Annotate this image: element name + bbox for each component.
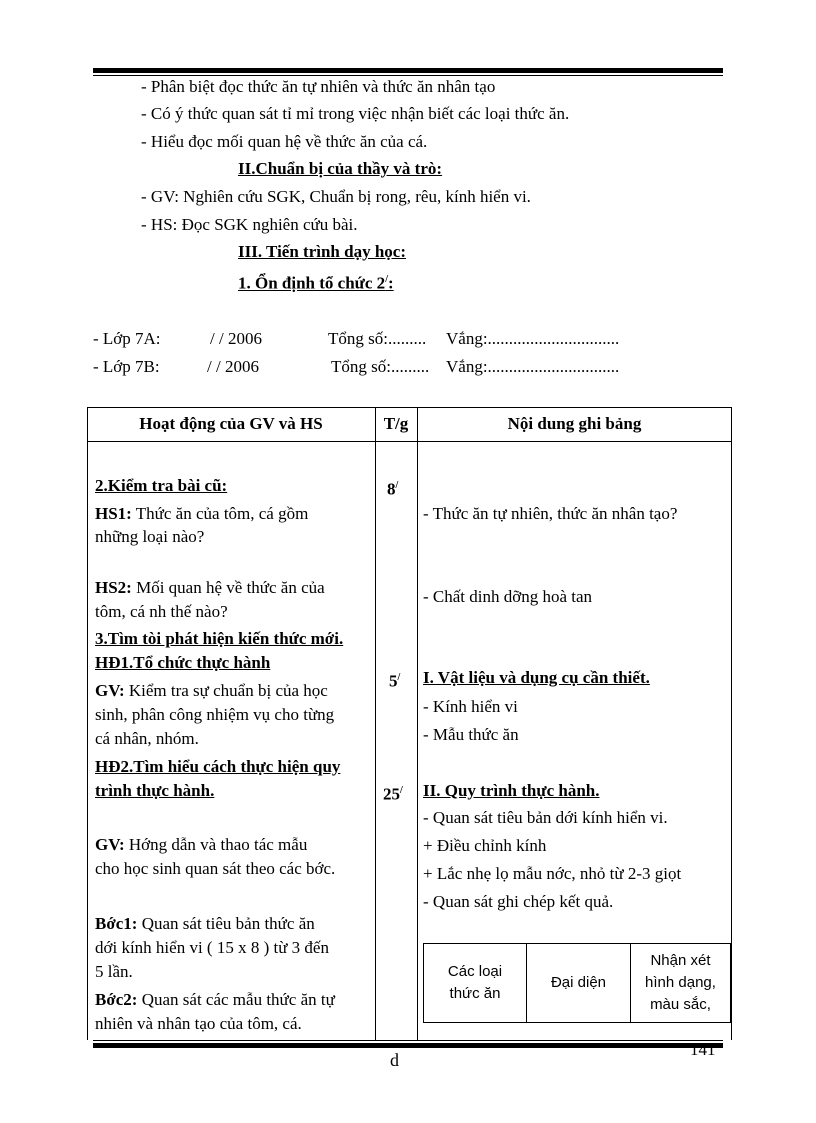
answer-1: - Thức ăn tự nhiên, thức ăn nhân tạo?	[423, 504, 678, 523]
step-1-line1	[95, 912, 315, 936]
remark-line-3: màu sắc,	[650, 996, 711, 1013]
table-divider-1	[375, 407, 376, 1040]
table-header-rule	[87, 441, 732, 442]
objective-line-2: - Có ý thức quan sát tỉ mỉ trong việc nhận biết các loại thức ăn.	[141, 104, 570, 123]
time-review-value: 8	[387, 479, 396, 499]
gv1-text-line3: cá nhân, nhóm.	[95, 729, 199, 748]
results-header-types-text	[448, 961, 502, 1005]
footer-rule-thin	[93, 1040, 723, 1041]
procedure-step-4: - Quan sát ghi chép kết quả.	[423, 892, 614, 911]
material-sample: - Mẫu thức ăn	[423, 725, 519, 744]
organization-heading-text: 1. Ổn định tổ chức 2	[238, 273, 386, 293]
procedure-heading: II. Quy trình thực hành.	[423, 781, 600, 800]
gv2-text-line1	[95, 833, 307, 857]
gv1-text: Kiểm tra sự chuẩn bị của học	[124, 681, 328, 700]
time-activity-1	[389, 666, 400, 694]
header-time: T/g	[383, 414, 409, 433]
footer-mark: d	[390, 1050, 399, 1070]
material-microscope: - Kính hiển vi	[423, 697, 518, 716]
class-7b-label: - Lớp 7B:	[93, 357, 160, 376]
page-number: 141	[690, 1040, 716, 1059]
teacher-preparation: - GV: Nghiên cứu SGK, Chuẩn bị rong, rêu, kính hiển vi.	[141, 187, 531, 206]
time-activity-2-mark: /	[400, 785, 403, 796]
results-header-remark-text	[645, 950, 716, 1016]
results-header-remark	[631, 944, 730, 1022]
objective-line-1: - Phân biệt đọc thức ăn tự nhiên và thức ăn nhân tạo	[141, 77, 496, 96]
class-7a-label: - Lớp 7A:	[93, 329, 161, 348]
remark-line-2: hình dạng,	[645, 974, 716, 991]
class-7b-date: / / 2006	[207, 357, 259, 376]
organization-heading-colon: :	[387, 273, 394, 293]
gv2-label: GV:	[95, 835, 125, 854]
gv1-text-line2: sinh, phân công nhiệm vụ cho từng	[95, 705, 335, 724]
results-header-types	[424, 944, 526, 1022]
footer-rule-thick	[93, 1043, 723, 1048]
activity-2-heading-cont: trình thực hành.	[95, 781, 215, 800]
time-review	[387, 474, 398, 502]
activity-2-heading: HĐ2.Tìm hiểu cách thực hiện quy	[95, 757, 341, 776]
hs2-question-cont: tôm, cá nh thế nào?	[95, 602, 228, 621]
class-7b-total: Tổng số:.........	[331, 357, 430, 376]
step-2-line1	[95, 988, 335, 1012]
review-heading: 2.Kiểm tra bài cũ:	[95, 476, 228, 495]
step-2-line2: nhiên và nhân tạo của tôm, cá.	[95, 1014, 302, 1033]
step-2-text: Quan sát các mẫu thức ăn tự	[137, 990, 335, 1009]
header-content: Nội dung ghi bảng	[507, 414, 642, 433]
step-1-label: Bớc1:	[95, 914, 138, 933]
results-table	[423, 943, 731, 1023]
gv2-text-line2: cho học sinh quan sát theo các bớc.	[95, 859, 336, 878]
time-review-mark: /	[395, 480, 399, 491]
hs2-label: HS2:	[95, 578, 132, 597]
class-7a-total: Tổng số:.........	[328, 329, 427, 348]
step-2-label: Bớc2:	[95, 990, 138, 1009]
organization-heading	[238, 268, 394, 296]
discover-heading: 3.Tìm tòi phát hiện kiến thức mới.	[95, 629, 344, 648]
procedure-step-2: + Điều chỉnh kính	[423, 836, 547, 855]
class-7a-absent: Vắng:...............................	[446, 329, 620, 348]
preparation-heading: II.Chuẩn bị của thầy và trò:	[238, 159, 443, 178]
gv1-label: GV:	[95, 681, 125, 700]
class-7b-absent: Vắng:...............................	[446, 357, 620, 376]
procedure-step-1: - Quan sát tiêu bản dới kính hiển vi.	[423, 808, 668, 827]
step-1-line2: dới kính hiển vi ( 15 x 8 ) từ 3 đến	[95, 938, 329, 957]
step-1-line3: 5 lần.	[95, 962, 133, 981]
activity-1-heading: HĐ1.Tổ chức thực hành	[95, 653, 271, 672]
types-line-1: Các loại	[447, 963, 503, 980]
class-7a-date: / / 2006	[210, 329, 262, 348]
time-activity-1-mark: /	[397, 672, 401, 683]
hs1-label: HS1:	[95, 504, 132, 523]
remark-line-1: Nhận xét	[650, 952, 711, 969]
student-preparation: - HS: Đọc SGK nghiên cứu bài.	[141, 215, 358, 234]
hs2-question	[95, 576, 325, 600]
gv2-text: Hớng dẫn và thao tác mẫu	[124, 835, 308, 854]
procedure-step-3: + Lắc nhẹ lọ mẫu nớc, nhỏ từ 2-3 giọt	[423, 864, 682, 883]
materials-heading: I. Vật liệu và dụng cụ cần thiết.	[423, 668, 650, 687]
header-rule-thick	[93, 68, 723, 73]
hs1-question	[95, 502, 308, 526]
gv1-text-line1	[95, 679, 328, 703]
types-line-2: thức ăn	[449, 985, 501, 1002]
process-heading: III. Tiến trình dạy học:	[238, 242, 406, 261]
results-header-representative: Đại diện	[550, 974, 607, 991]
hs1-text: Thức ăn của tôm, cá gồm	[131, 504, 309, 523]
hs2-text: Mối quan hệ về thức ăn của	[131, 578, 325, 597]
hs1-question-cont: những loại nào?	[95, 527, 205, 546]
answer-2: - Chất dinh dỡng hoà tan	[423, 587, 593, 606]
time-activity-1-value: 5	[389, 671, 398, 691]
time-activity-2-value: 25	[383, 784, 400, 804]
header-activity: Hoạt động của GV và HS	[139, 414, 323, 433]
minute-mark: /	[385, 274, 388, 285]
step-1-text: Quan sát tiêu bản thức ăn	[137, 914, 315, 933]
time-activity-2	[383, 779, 403, 807]
table-divider-2	[417, 407, 418, 1040]
objective-line-3: - Hiểu đọc mối quan hệ về thức ăn của cá.	[141, 132, 428, 151]
